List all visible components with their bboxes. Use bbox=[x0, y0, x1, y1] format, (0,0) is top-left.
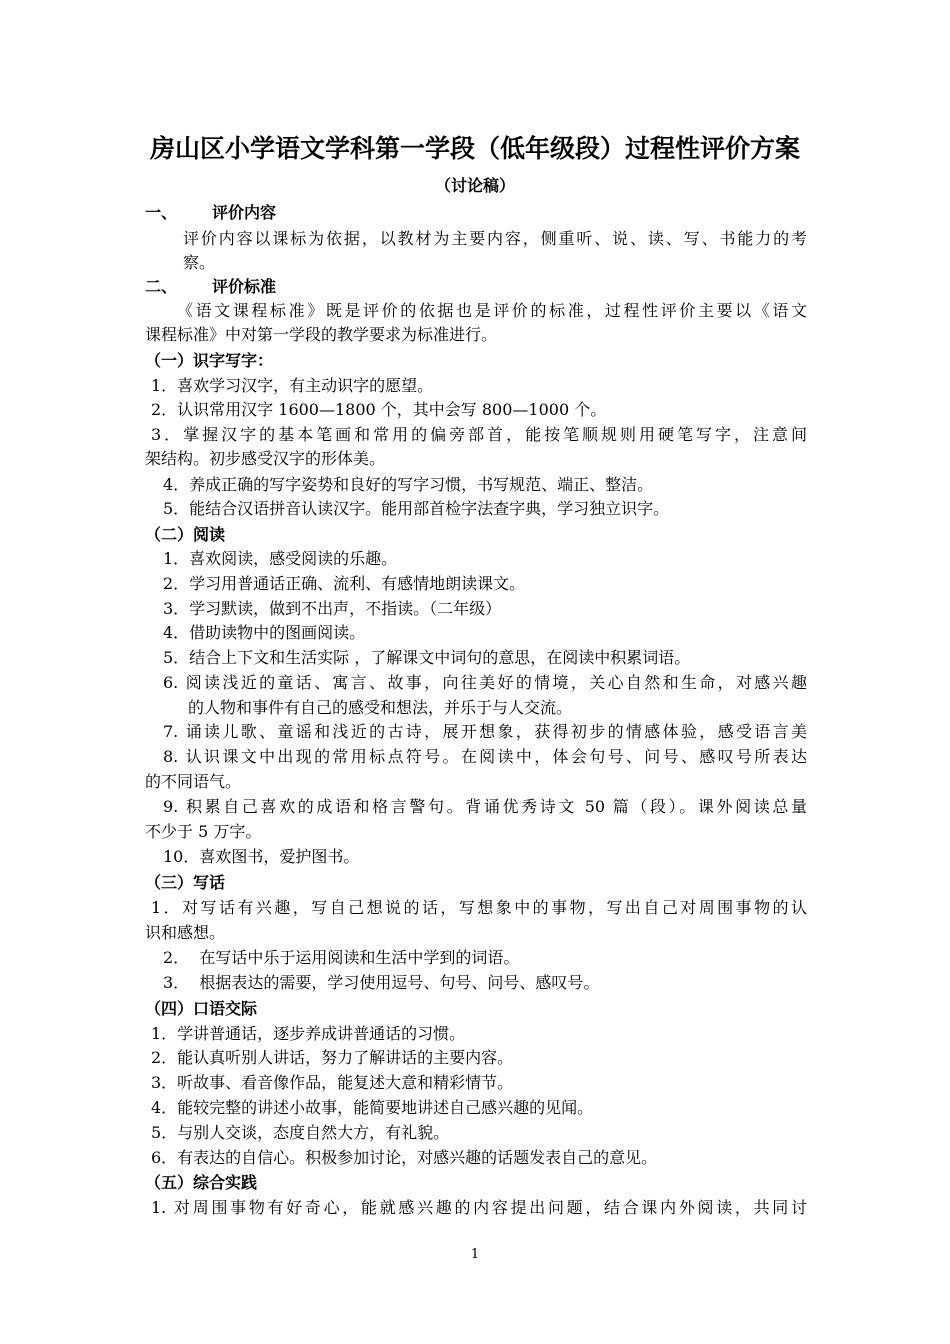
part3-item1-line2: 识和感想。 bbox=[145, 923, 226, 942]
section2-number: 二、 bbox=[145, 277, 178, 296]
part2-item8-line1: 8. 认识课文中出现的常用标点符号。在阅读中，体会句号、问号、感叹号所表达 bbox=[163, 747, 807, 766]
part2-item9-line2: 不少于 5 万字。 bbox=[145, 822, 262, 841]
page-number: 1 bbox=[470, 1247, 480, 1262]
part4-item1: 1．学讲普通话，逐步养成讲普通话的习惯。 bbox=[151, 1024, 466, 1043]
part2-item5: 5．结合上下文和生活实际 ，了解课文中词句的意思，在阅读中积累词语。 bbox=[163, 648, 691, 667]
part2-item8-line2: 的不同语气。 bbox=[145, 772, 242, 791]
part4-heading: （四）口语交际 bbox=[145, 999, 258, 1018]
part3-heading: （三）写话 bbox=[145, 873, 226, 892]
document-subtitle: （讨论稿） bbox=[434, 176, 515, 195]
section2-text-line1: 《语文课程标准》既是评价的依据也是评价的标准，过程性评价主要以《语文 bbox=[177, 301, 807, 320]
section2-heading: 评价标准 bbox=[212, 277, 277, 296]
part2-item2: 2．学习用普通话正确、流利、有感情地朗读课文。 bbox=[163, 574, 526, 593]
part4-item5: 5．与别人交谈，态度自然大方，有礼貌。 bbox=[151, 1123, 450, 1142]
part1-heading: （一）识字写字： bbox=[145, 351, 274, 370]
section1-heading: 评价内容 bbox=[212, 203, 277, 222]
part1-item3-line1: 3．掌握汉字的基本笔画和常用的偏旁部首，能按笔顺规则用硬笔写字，注意间 bbox=[151, 425, 807, 444]
section1-text-line2: 察。 bbox=[183, 253, 216, 272]
part2-item3: 3．学习默读，做到不出声，不指读。（二年级） bbox=[163, 599, 502, 618]
section2-text-line2: 课程标准》中对第一学段的教学要求为标准进行。 bbox=[145, 325, 498, 344]
part1-item4: 4．养成正确的写字姿势和良好的写字习惯，书写规范、端正、整洁。 bbox=[163, 475, 654, 494]
part2-item7: 7. 诵读儿歌、童谣和浅近的古诗，展开想象，获得初步的情感体验，感受语言美 bbox=[163, 722, 807, 741]
part2-item6-line2: 的人物和事件有自己的感受和想法，并乐于与人交流。 bbox=[188, 698, 573, 717]
document-title: 房山区小学语文学科第一学段（低年级段）过程性评价方案 bbox=[149, 134, 800, 163]
part3-item1-line1: 1．对写话有兴趣，写自己想说的话，写想象中的事物，写出自己对周围事物的认 bbox=[151, 898, 807, 917]
part5-item1-line1: 1. 对周围事物有好奇心，能就感兴趣的内容提出问题，结合课内外阅读，共同讨 bbox=[151, 1198, 807, 1217]
part2-item1: 1．喜欢阅读，感受阅读的乐趣。 bbox=[163, 549, 398, 568]
part1-item2: 2．认识常用汉字 1600—1800 个，其中会写 800—1000 个。 bbox=[151, 400, 607, 419]
part2-item6-line1: 6. 阅读浅近的童话、寓言、故事，向往美好的情境，关心自然和生命，对感兴趣 bbox=[163, 673, 807, 692]
part4-item6: 6．有表达的自信心。积极参加讨论，对感兴趣的话题发表自己的意见。 bbox=[151, 1148, 658, 1167]
part4-item4: 4．能较完整的讲述小故事，能简要地讲述自己感兴趣的见闻。 bbox=[151, 1098, 594, 1117]
section1-number: 一、 bbox=[145, 203, 178, 222]
part3-item2: 2． 在写话中乐于运用阅读和生活中学到的词语。 bbox=[163, 948, 520, 967]
part2-heading: （二）阅读 bbox=[145, 525, 226, 544]
part1-item1: 1．喜欢学习汉字，有主动识字的愿望。 bbox=[151, 376, 434, 395]
section1-text-line1: 评价内容以课标为依据，以教材为主要内容，侧重听、说、读、写、书能力的考 bbox=[183, 229, 807, 248]
part4-item2: 2．能认真听别人讲话，努力了解讲话的主要内容。 bbox=[151, 1048, 514, 1067]
part2-item4: 4．借助读物中的图画阅读。 bbox=[163, 623, 366, 642]
part1-item3-line2: 架结构。初步感受汉字的形体美。 bbox=[145, 449, 386, 468]
part3-item3: 3． 根据表达的需要，学习使用逗号、句号、问号、感叹号。 bbox=[163, 973, 600, 992]
part5-heading: （五）综合实践 bbox=[145, 1173, 258, 1192]
part2-item9-line1: 9. 积累自己喜欢的成语和格言警句。背诵优秀诗文 50 篇（段）。课外阅读总量 bbox=[163, 797, 807, 816]
part4-item3: 3．听故事、看音像作品，能复述大意和精彩情节。 bbox=[151, 1073, 514, 1092]
part2-item10: 10．喜欢图书，爱护图书。 bbox=[163, 847, 360, 866]
part1-item5: 5．能结合汉语拼音认读汉字。能用部首检字法查字典，学习独立识字。 bbox=[163, 499, 670, 518]
